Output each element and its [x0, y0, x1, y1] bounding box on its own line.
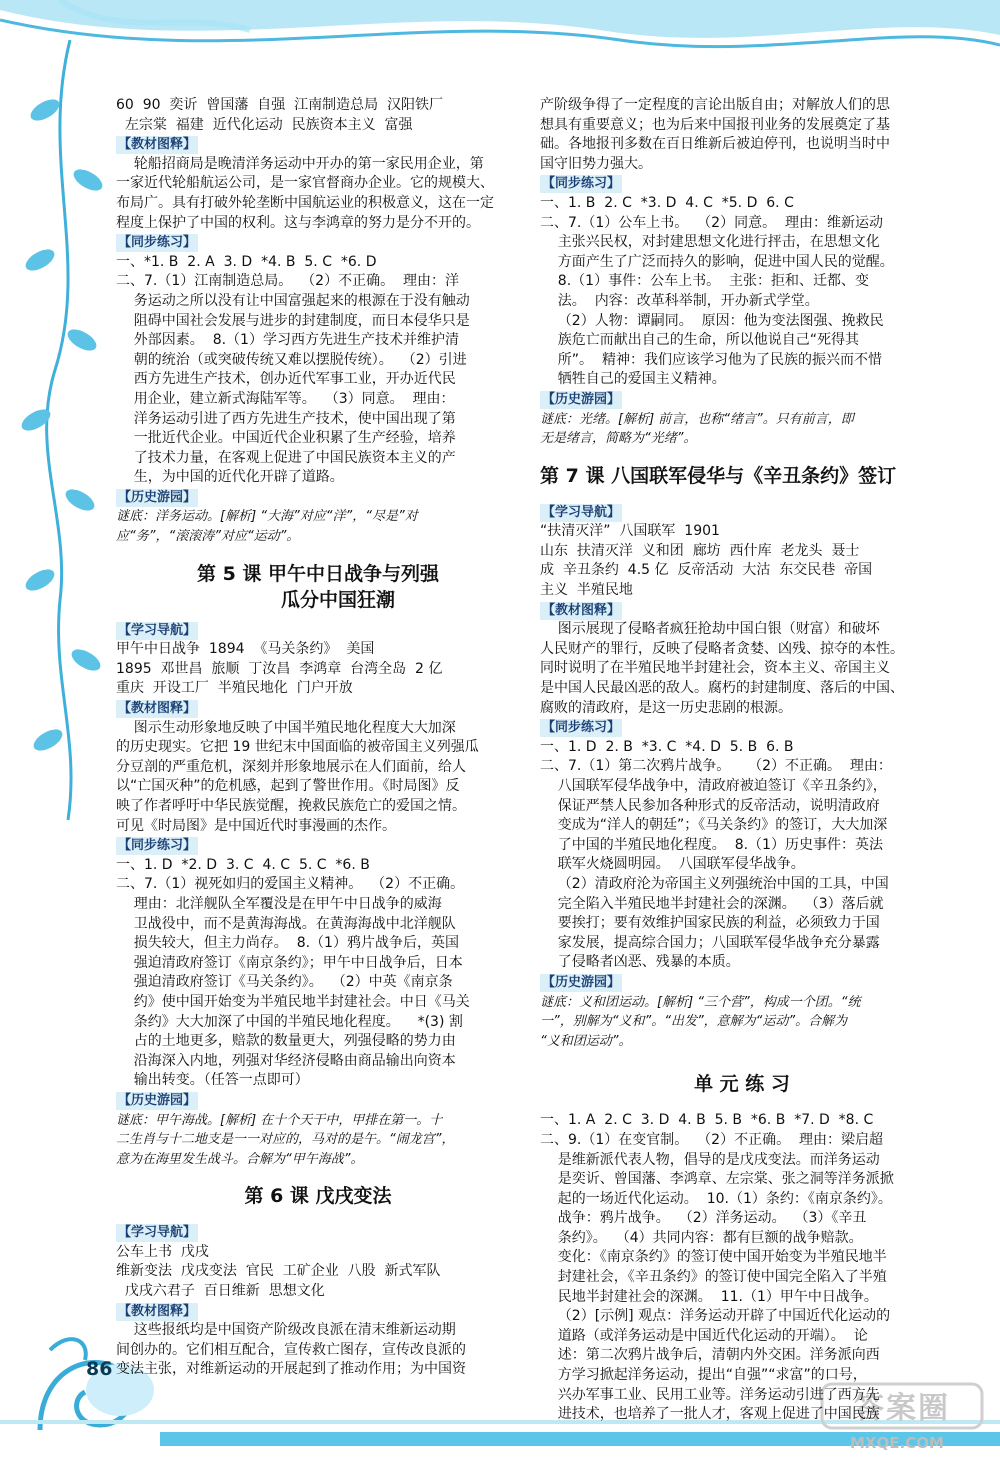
section-tag: 【 教材图释 】	[540, 602, 622, 620]
keyword-list	[116, 96, 520, 135]
text-line: 二、7.（1）视死如归的爱国主义精神。 （2）不正确。	[116, 876, 465, 893]
answers	[540, 1111, 944, 1425]
paragraph	[540, 96, 944, 174]
section-tag: 【 同步练习 】	[540, 175, 622, 193]
text-line: 分豆剖的严重危机，深刻并形象地展示在人们面前，给人	[116, 758, 466, 775]
text-line: 了侵略者凶恶、残暴的本质。	[540, 954, 740, 971]
text-line: 了中国的半殖民地化程度。 8.（1）历史事件：英法	[540, 836, 883, 853]
section-tag: 【 历史游园 】	[540, 974, 622, 992]
lesson-title: 第 7 课 八国联军侵华与《辛丑条约》签订	[540, 464, 897, 487]
text-line: （2）[示例] 观点：洋务运动开辟了中国近代化运动的	[540, 1308, 891, 1325]
text-line: 变法主张，对维新运动的开展起到了推动作用；为中国资	[116, 1361, 466, 1378]
text-line: 损失较大，但主力尚存。 8.（1）鸦片战争后，英国	[116, 935, 459, 952]
text-line: 进技术，也培养了一批人才，客观上促进了中国民族	[540, 1406, 880, 1423]
text-line: 朝的统治（或突破传统又难以摆脱传统）。 （2）引进	[116, 351, 467, 368]
text-line: 一、1. D *2. D 3. C 4. C 5. C *6. B	[116, 856, 370, 873]
answers	[116, 856, 520, 1091]
text-line: 方面产生了广泛而持久的影响，促进中国人民的觉醒。	[540, 253, 894, 270]
section-tag: 【 同步练习 】	[116, 234, 198, 252]
text-line: （2）人物：谭嗣同。 原因：他为变法图强、挽救民	[540, 312, 884, 329]
section-tag: 【 同步练习 】	[116, 837, 198, 855]
text-line: 想具有重要意义；也为后来中国报刊业务的发展奠定了基	[540, 116, 890, 133]
unit-title: 单 元 练 习	[694, 1073, 790, 1096]
text-line: 族危亡而献出自己的生命，所以他说自己“死得其	[540, 332, 860, 349]
watermark-text: 答案圈	[854, 1391, 950, 1426]
text-line: 保证严禁人民参加各种形式的反帝活动，说明清政府	[540, 797, 880, 814]
text-line: 战争：鸦片战争。 （2）洋务运动。 （3）《辛丑	[540, 1210, 867, 1227]
text-line: 主张兴民权，对封建思想文化进行抨击，在思想文化	[540, 234, 880, 251]
text-line: 谜底：洋务运动。[解析] “大海”对应“洋”，“尽是”对	[116, 509, 418, 525]
text-line: 牺牲自己的爱国主义精神。	[540, 371, 726, 388]
section-tag: 【 同步练习 】	[540, 719, 622, 737]
text-line: 所”。 精神：我们应该学习他为了民族的振兴而不惜	[540, 351, 882, 368]
text-line: 意为在海里发生战斗。合解为“甲午海战”。	[116, 1151, 364, 1167]
text-line: 八国联军侵华战争中，清政府被迫签订《辛丑条约》，	[540, 778, 887, 794]
text-line: 谜底：甲午海战。[解析] 在十个天干中，甲排在第一。十	[116, 1112, 443, 1128]
text-line: 重庆 开设工厂 半殖民地化 门户开放	[116, 680, 353, 697]
text-line: 无是绪言，简略为“光绪”。	[540, 431, 697, 447]
text-line: 一、1. B 2. C *3. D 4. C *5. D 6. C	[540, 194, 794, 211]
text-line: 封建社会，《辛丑条约》的签订使中国完全陷入了半殖	[540, 1269, 887, 1286]
text-line: 二、7.（1）江南制造总局。 （2）不正确。 理由：洋	[116, 273, 459, 290]
section-tag: 【 学习导航 】	[116, 622, 198, 640]
text-line: 图示生动形象地反映了中国半殖民地化程度大大加深	[116, 719, 456, 736]
text-line: 道路（或洋务运动是中国近代化运动的开端）。 论	[540, 1327, 868, 1344]
section-tag: 【 历史游园 】	[116, 1092, 198, 1110]
text-line: 述：第二次鸦片战争后，清朝内外交困。洋务派向西	[540, 1347, 880, 1364]
text-line: 强迫清政府签订《马关条约》。 （2）中英《南京条	[116, 974, 453, 991]
text-line: 一、1. A 2. C 3. D 4. B 5. B *6. B *7. D *8. C	[540, 1112, 874, 1129]
keyword-list	[540, 522, 944, 600]
text-line: 的历史现实。它把 19 世纪末中国面临的被帝国主义列强瓜	[116, 739, 479, 756]
text-line: 映了作者呼吁中华民族觉醒，挽救民族危亡的爱国之情。	[116, 798, 466, 814]
section-tag: 【 学习导航 】	[540, 504, 622, 522]
text-line: 洋务运动引进了西方先进生产技术，使中国出现了第	[116, 410, 456, 427]
text-line: 60 90 奕䜣 曾国藩 自强 江南制造总局 汉阳铁厂	[116, 97, 444, 113]
right-column	[540, 96, 944, 1425]
section-tag: 【 教材图释 】	[116, 1303, 198, 1321]
text-line: 联军火烧圆明园。 八国联军侵华战争。	[540, 856, 805, 873]
text-line: 图示展现了侵略者疯狂抢劫中国白银（财富）和破坏	[540, 621, 880, 638]
text-line: “扶清灭洋” 八国联军 1901	[540, 523, 720, 540]
text-line: 二、7.（1）第二次鸦片战争。 （2）不正确。 理由：	[540, 758, 892, 775]
text-line: 一家近代轮船航运公司，是一家官督商办企业。它的规模大、	[116, 175, 494, 192]
text-line: 外部因素。 8.（1）学习西方先进生产技术并维护清	[116, 332, 459, 349]
text-line: 础。各地报刊多数在百日维新后被迫停刊，也说明当时中	[540, 136, 890, 153]
text-line: 卫战役中，而不是黄海海战。在黄海海战中北洋舰队	[116, 915, 456, 932]
text-line: 一批近代企业。中国近代企业积累了生产经验，培养	[116, 430, 456, 447]
left-column	[116, 96, 520, 1380]
text-line: 应“务”，“滚滚涛”对应“运动”。	[116, 529, 300, 545]
text-line: 可见《时局图》是中国近代时事漫画的杰作。	[116, 817, 396, 834]
text-line: 甲午中日战争 1894 《马关条约》 美国	[116, 641, 375, 658]
text-line: “义和团运动”。	[540, 1033, 632, 1049]
answers	[540, 738, 944, 973]
answers	[540, 194, 944, 390]
text-line: 左宗棠 福建 近代化运动 民族资本主义 富强	[116, 116, 413, 133]
text-line: 沿海深入内地，列强对华经济侵略由商品输出向资本	[116, 1052, 456, 1069]
section-tag: 【 历史游园 】	[540, 391, 622, 409]
riddle	[116, 1111, 520, 1170]
text-line: 布局广。具有打破外轮垄断中国航运业的积极意义，这在一定	[116, 194, 494, 211]
text-line: 理由：北洋舰队全军覆没是在甲午中日战争的威海	[116, 895, 442, 912]
text-line: 务运动之所以没有让中国富强起来的根源在于没有触动	[116, 292, 470, 309]
lesson-title: 第 5 课 甲午中日战争与列强	[196, 562, 440, 585]
text-line: 是奕䜣、曾国藩、李鸿章、左宗棠、张之洞等洋务派掀	[540, 1171, 894, 1188]
keyword-list	[116, 640, 520, 699]
text-line: 山东 扶清灭洋 义和团 廊坊 西什库 老龙头 聂士	[540, 542, 860, 559]
text-line: 成 辛丑条约 4.5 亿 反帝活动 大沽 东交民巷 帝国	[540, 562, 873, 579]
text-line: 二、9.（1）在变官制。 （2）不正确。 理由：梁启超	[540, 1131, 883, 1148]
paragraph	[116, 155, 520, 233]
text-line: 人民财产的罪行，反映了侵略者贪婪、凶残、掠夺的本性。	[540, 640, 904, 657]
lesson-title: 第 6 课 戊戌变法	[244, 1185, 392, 1208]
text-line: 这些报纸均是中国资产阶级改良派在清末维新运动期	[116, 1322, 456, 1339]
text-line: 维新变法 戊戌变法 官民 工矿企业 八股 新式军队	[116, 1263, 441, 1280]
text-line: 阻碍中国社会发展与进步的封建制度，而日本侵华只是	[116, 312, 470, 329]
text-line: 条约》大大加深了中国的半殖民地化程度。 *(3) 割	[116, 1013, 463, 1030]
top-ribbon-decoration	[0, 0, 1000, 70]
text-line: 条约》。 （4）共同内容：都有巨额的战争赔款。	[540, 1229, 863, 1246]
text-line: 戊戌六君子 百日维新 思想文化	[116, 1283, 325, 1300]
text-line: 同时说明了在半殖民地半封建社会，资本主义、帝国主义	[540, 660, 890, 677]
text-line: 腐败的清政府，是这一历史悲剧的根源。	[540, 699, 792, 716]
text-line: 西方先进生产技术，创办近代军事工业，开办近代民	[116, 371, 456, 388]
paragraph	[116, 719, 520, 837]
text-line: 程度上保护了中国的权利。这与李鸿章的努力是分不开的。	[116, 214, 480, 231]
riddle	[540, 993, 944, 1052]
text-line: 输出转变。（任答一点即可）	[116, 1072, 309, 1089]
text-line: 生，为中国的近代化开辟了道路。	[116, 469, 344, 486]
text-line: 是维新派代表人物，倡导的是戊戌变法。而洋务运动	[540, 1151, 880, 1168]
text-line: 1895 邓世昌 旅顺 丁汝昌 李鸿章 台湾全岛 2 亿	[116, 660, 443, 677]
text-line: 公车上书 戊戌	[116, 1243, 209, 1260]
text-line: 轮船招商局是晚清洋务运动中开办的第一家民用企业，第	[116, 155, 484, 172]
text-line: 间创办的。它们相互配合，宣传救亡图存，宣传改良派的	[116, 1341, 466, 1358]
text-line: 产阶级争得了一定程度的言论出版自由；对解放人们的思	[540, 97, 890, 113]
riddle	[116, 507, 520, 546]
section-tag: 【 教材图释 】	[116, 136, 198, 154]
text-line: 方学习掀起洋务运动，提出“自强”“求富”的口号，	[540, 1367, 867, 1384]
answers	[116, 253, 520, 488]
text-line: 一、*1. B 2. A 3. D *4. B 5. C *6. D	[116, 253, 377, 270]
text-line: 一”，别解为“义和”。“出发”，意解为“运动”。合解为	[540, 1014, 848, 1030]
paragraph	[116, 1321, 520, 1380]
text-line: 谜底：光绪。[解析] 前言，也称“绪言”。只有前言，即	[540, 411, 854, 427]
watermark-url: MXQE.COM	[850, 1434, 944, 1452]
text-line: 以“亡国灭种”的危机感，起到了警世作用。《时局图》反	[116, 778, 460, 795]
text-line: 用企业，建立新式海陆军等。 （3）同意。 理由：	[116, 390, 455, 407]
text-line: 8.（1）事件：公车上书。 主张：拒和、迁都、变	[540, 273, 869, 290]
text-line: （2）清政府沦为帝国主义列强统治中国的工具，中国	[540, 875, 889, 892]
text-line: 要挨打；要有效维护国家民族的利益，必须致力于国	[540, 915, 880, 932]
section-tag: 【 学习导航 】	[116, 1224, 198, 1242]
section-tag: 【 历史游园 】	[116, 489, 198, 507]
text-line: 约》使中国开始变为半殖民地半封建社会。中日《马关	[116, 993, 470, 1010]
page-number: 86	[86, 1358, 113, 1380]
keyword-list	[116, 1243, 520, 1302]
text-line: 是中国人民最凶恶的敌人。腐朽的封建制度、落后的中国、	[540, 680, 904, 697]
text-line: 变化：《南京条约》的签订使中国开始变为半殖民地半	[540, 1249, 887, 1266]
text-line: 谜底：义和团运动。[解析] “三个营”，构成一个团。“统	[540, 994, 861, 1010]
text-line: 国守旧势力强大。	[540, 155, 652, 172]
text-line: 占的土地更多，赔款的数量更大，列强侵略的势力由	[116, 1033, 456, 1050]
text-line: 强迫清政府签订《南京条约》；甲午中日战争后，日本	[116, 954, 463, 971]
paragraph	[540, 620, 944, 718]
text-line: 变成为“洋人的朝廷”；《马关条约》的签订，大大加深	[540, 817, 888, 834]
text-line: 主义 半殖民地	[540, 582, 633, 599]
text-line: 法。 内容：改革科举制，开办新式学堂。	[540, 292, 819, 309]
text-line: 民地半封建社会的深渊。 11.（1）甲午中日战争。	[540, 1288, 878, 1305]
riddle	[540, 410, 944, 449]
text-line: 家发展，提高综合国力；八国联军侵华战争充分暴露	[540, 934, 880, 951]
text-line: 起的一场近代化运动。 10.（1）条约：《南京条约》。	[540, 1190, 892, 1207]
lesson-title: 瓜分中国狂潮	[280, 588, 395, 611]
text-line: 二、7.（1）公车上书。 （2）同意。 理由：维新运动	[540, 214, 883, 231]
text-line: 兴办军事工业、民用工业等。洋务运动引进了西方先	[540, 1386, 880, 1403]
text-line: 完全陷入半殖民地半封建社会的深渊。 （3）落后就	[540, 895, 884, 912]
section-tag: 【 教材图释 】	[116, 700, 198, 718]
text-line: 二生肖与十二地支是一一对应的，马对的是午。“闹龙宫”，	[116, 1132, 455, 1148]
text-line: 一、1. D 2. B *3. C *4. D 5. B 6. B	[540, 738, 794, 755]
text-line: 了技术力量，在客观上促进了中国民族资本主义的产	[116, 449, 456, 466]
